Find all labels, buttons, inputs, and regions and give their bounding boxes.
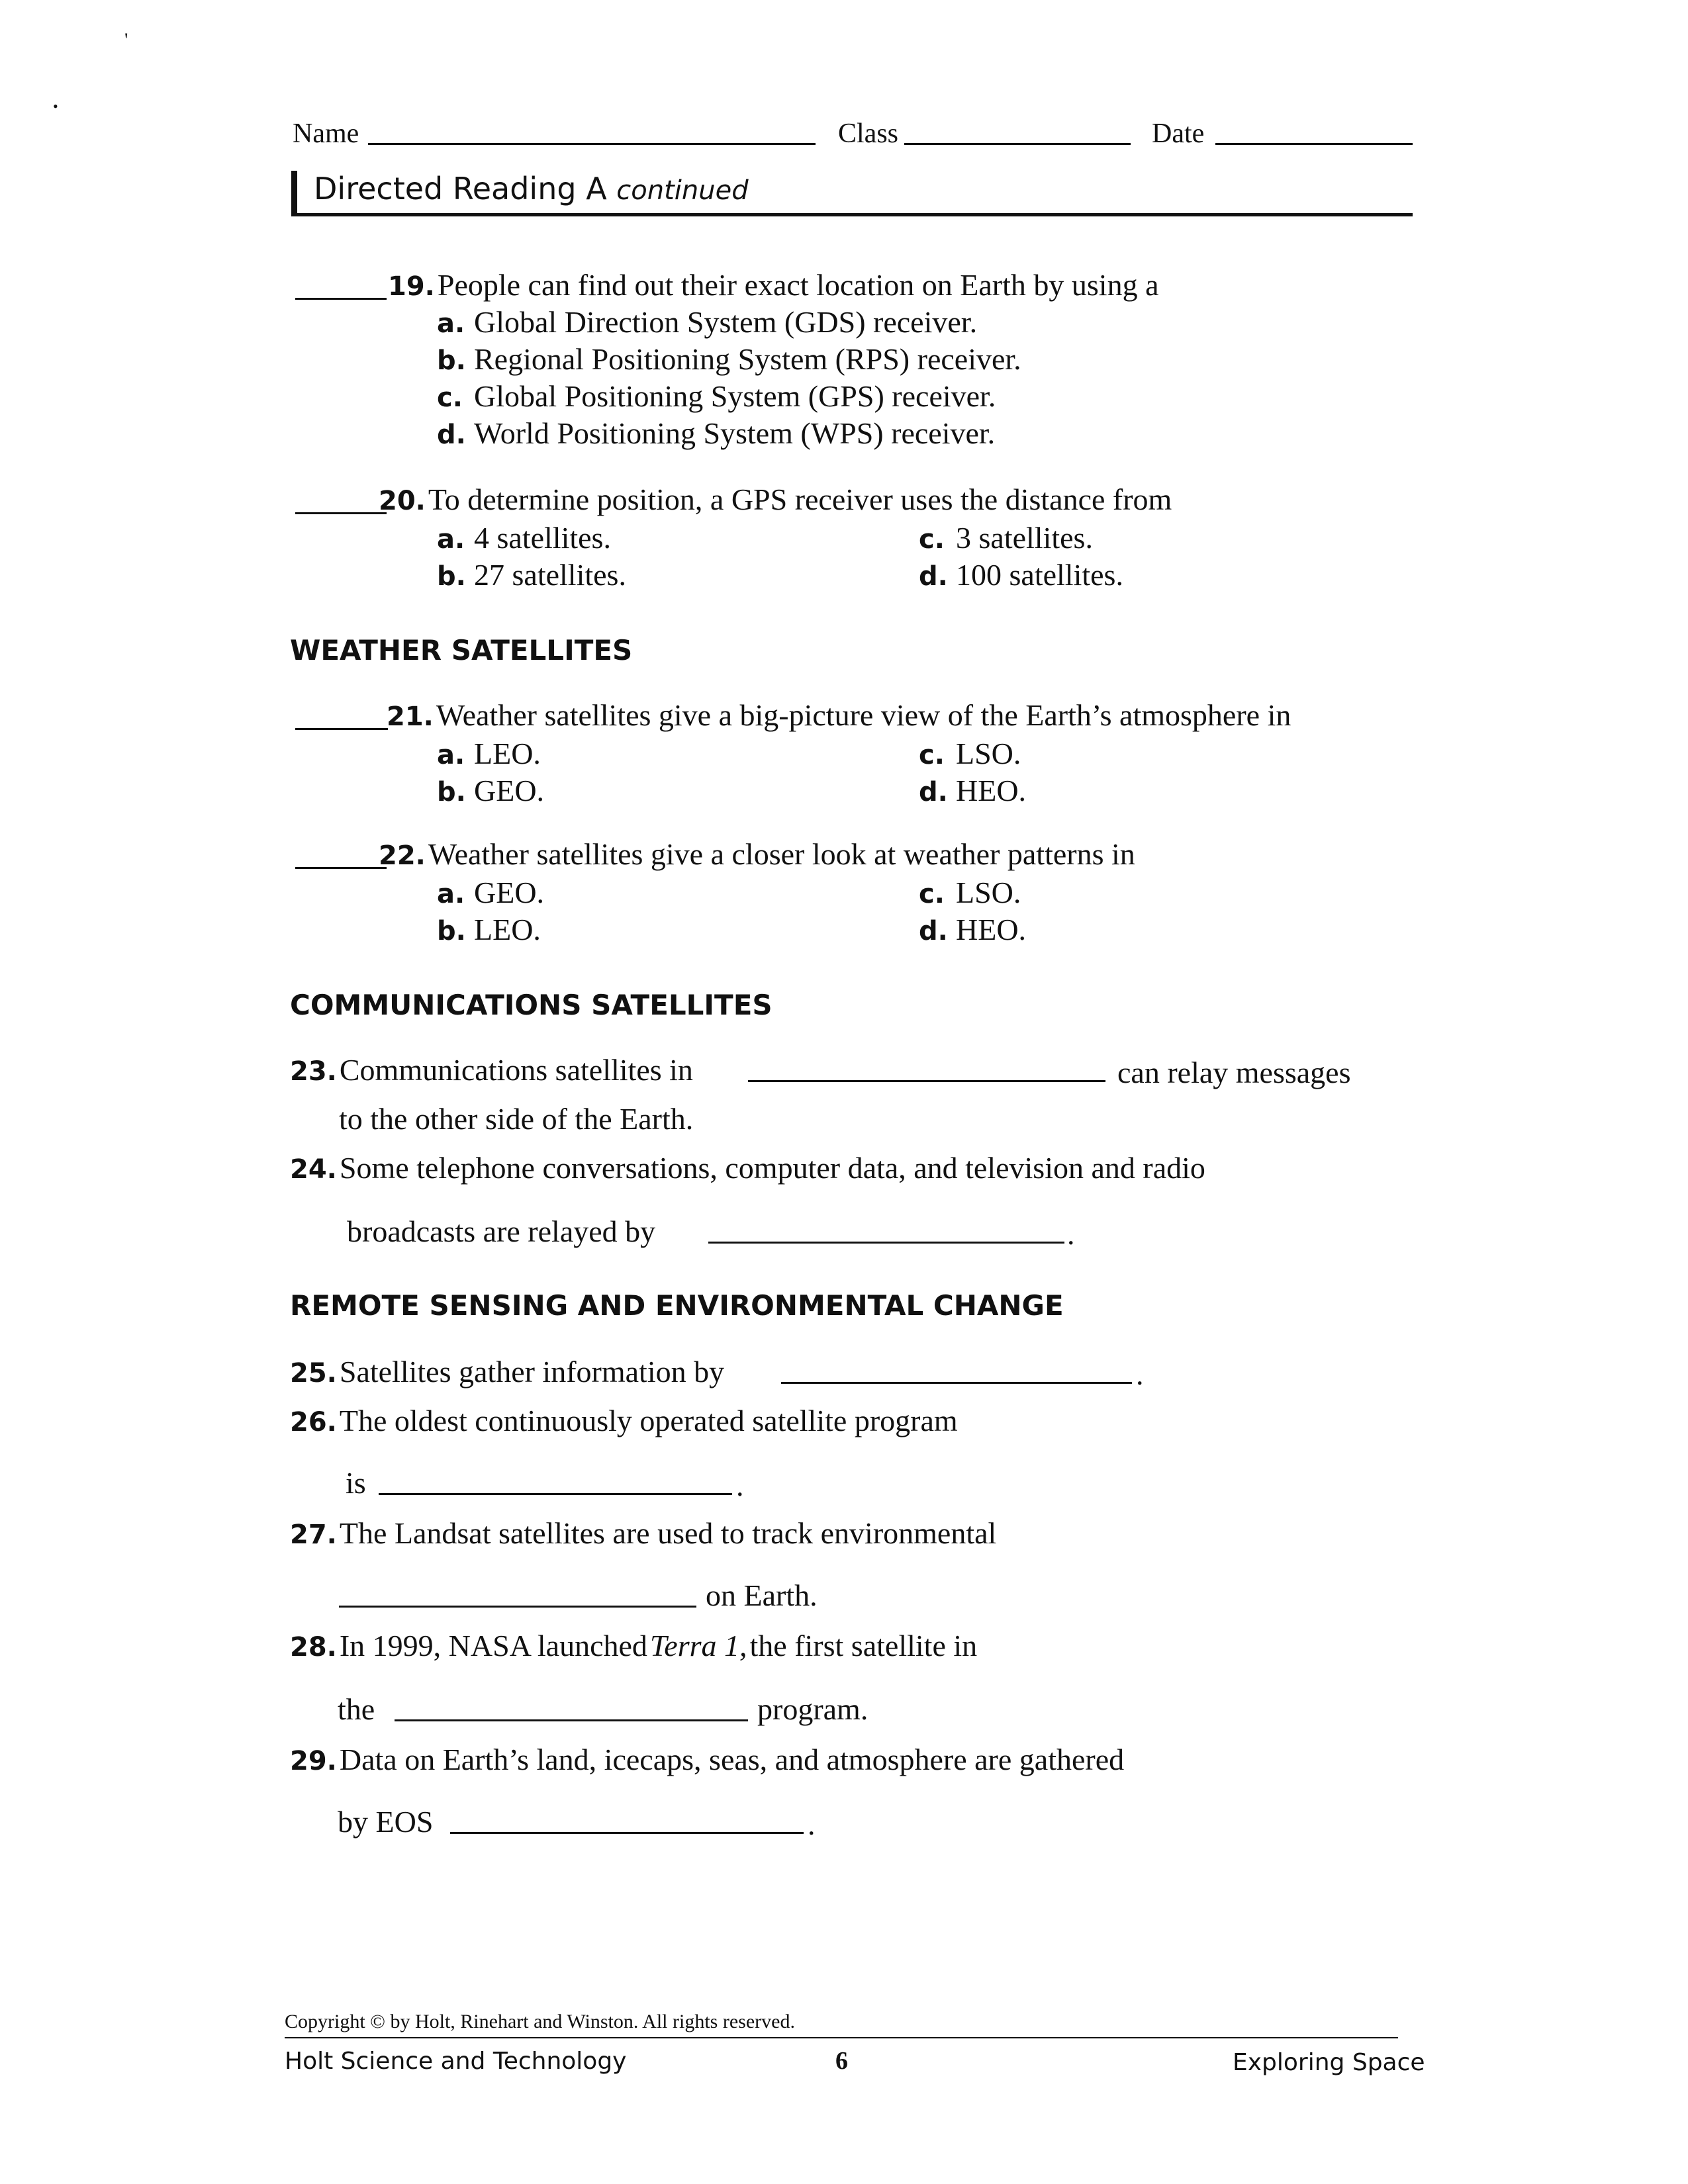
option-text: LSO.: [956, 876, 1021, 909]
option-letter: c.: [919, 879, 945, 909]
question-number: 28.: [290, 1632, 337, 1662]
answer-blank-22[interactable]: [295, 867, 387, 869]
question-text-cont: can relay messages: [1117, 1056, 1351, 1089]
question-20: [379, 482, 1172, 517]
option-text: Global Direction System (GDS) receiver.: [474, 305, 978, 339]
option-text: 27 satellites.: [474, 558, 626, 592]
question-number: 20.: [379, 486, 426, 516]
option-19d[interactable]: [437, 416, 995, 451]
option-letter: d.: [437, 420, 466, 450]
answer-blank-28[interactable]: [395, 1719, 748, 1721]
answer-blank-29[interactable]: [450, 1832, 804, 1834]
section-heading-weather: WEATHER SATELLITES: [290, 634, 633, 666]
question-26: [290, 1403, 958, 1438]
option-21a[interactable]: [437, 736, 541, 771]
option-letter: d.: [919, 777, 948, 807]
question-text: In 1999, NASA launched: [339, 1629, 647, 1662]
question-stem: People can find out their exact location on Earth by using a: [437, 268, 1159, 302]
question-29: [290, 1742, 1124, 1777]
satellite-name: Terra 1,: [649, 1629, 747, 1662]
question-text: The oldest continuously operated satellite program: [339, 1404, 958, 1437]
question-text-cont: is: [346, 1466, 366, 1500]
question-24: [290, 1150, 1205, 1185]
option-20d[interactable]: [919, 557, 1123, 592]
option-text: Global Positioning System (GPS) receiver.: [474, 379, 996, 413]
option-letter: b.: [437, 561, 466, 592]
question-23: [290, 1052, 693, 1087]
option-letter: c.: [919, 740, 945, 770]
option-20c[interactable]: [919, 520, 1093, 555]
name-field[interactable]: [368, 143, 816, 145]
question-number: 24.: [290, 1154, 337, 1185]
option-text: GEO.: [474, 774, 545, 807]
question-19: [388, 267, 1158, 302]
question-text-cont: on Earth.: [706, 1578, 818, 1612]
option-text: HEO.: [956, 913, 1027, 946]
question-22: [379, 837, 1135, 872]
answer-blank-23[interactable]: [748, 1080, 1105, 1082]
question-text-cont: the: [338, 1692, 375, 1726]
sentence-end: .: [736, 1469, 744, 1502]
question-text-cont: program.: [757, 1692, 868, 1726]
option-letter: d.: [919, 561, 948, 592]
question-21: [387, 698, 1291, 733]
title-bar: [291, 171, 297, 216]
option-letter: c.: [437, 383, 463, 413]
question-text: Communications satellites in: [339, 1053, 693, 1087]
question-number: 25.: [290, 1358, 337, 1388]
option-letter: a.: [437, 308, 465, 339]
option-letter: b.: [437, 345, 466, 376]
question-number: 26.: [290, 1407, 337, 1437]
option-21d[interactable]: [919, 773, 1026, 808]
option-22b[interactable]: [437, 912, 541, 947]
page-number: 6: [835, 2047, 848, 2075]
question-number: 23.: [290, 1056, 337, 1087]
option-letter: b.: [437, 916, 466, 946]
option-letter: a.: [437, 879, 465, 909]
sentence-end: .: [808, 1807, 816, 1841]
question-stem: To determine position, a GPS receiver uses the distance from: [428, 482, 1172, 516]
answer-blank-24[interactable]: [708, 1242, 1064, 1244]
option-21b[interactable]: [437, 773, 544, 808]
option-letter: a.: [437, 740, 465, 770]
title-main: Directed Reading A: [314, 171, 607, 206]
question-number: 21.: [387, 702, 434, 732]
answer-blank-27[interactable]: [339, 1606, 696, 1608]
option-19b[interactable]: [437, 341, 1021, 377]
option-21c[interactable]: [919, 736, 1021, 771]
question-28: [290, 1628, 977, 1663]
footer-rule: [285, 2037, 1398, 2038]
question-27: [290, 1516, 996, 1551]
question-number: 27.: [290, 1520, 337, 1550]
class-field[interactable]: [904, 143, 1131, 145]
scan-dot: •: [53, 98, 58, 114]
option-letter: a.: [437, 524, 465, 555]
scan-mark: ': [124, 29, 128, 51]
option-19a[interactable]: [437, 304, 977, 340]
option-text: LSO.: [956, 737, 1021, 770]
option-19c[interactable]: [437, 379, 996, 414]
answer-blank-21[interactable]: [295, 728, 388, 730]
option-20b[interactable]: [437, 557, 626, 592]
question-text-cont: the first satellite in: [749, 1629, 978, 1662]
question-stem: Weather satellites give a closer look at weather patterns in: [428, 837, 1135, 871]
option-letter: d.: [919, 916, 948, 946]
option-text: World Positioning System (WPS) receiver.: [474, 416, 996, 450]
option-text: 100 satellites.: [956, 558, 1123, 592]
option-text: HEO.: [956, 774, 1027, 807]
option-22a[interactable]: [437, 875, 544, 910]
question-text: Satellites gather information by: [339, 1355, 725, 1388]
option-20a[interactable]: [437, 520, 611, 555]
section-heading-communications: COMMUNICATIONS SATELLITES: [290, 989, 773, 1021]
question-text-cont: broadcasts are relayed by: [347, 1214, 656, 1248]
option-text: GEO.: [474, 876, 545, 909]
option-text: LEO.: [474, 737, 541, 770]
question-number: 22.: [379, 841, 426, 871]
footer-chapter: Exploring Space: [1233, 2049, 1425, 2076]
class-label: Class: [838, 118, 899, 149]
option-text: LEO.: [474, 913, 541, 946]
question-25: [290, 1354, 724, 1389]
question-text-cont: by EOS: [338, 1805, 434, 1839]
option-letter: b.: [437, 777, 466, 807]
footer-publisher: Holt Science and Technology: [285, 2048, 627, 2075]
page-title: [314, 171, 749, 206]
date-label: Date: [1152, 118, 1205, 149]
answer-blank-26[interactable]: [379, 1493, 732, 1495]
title-suffix: continued: [616, 175, 749, 206]
option-text: 3 satellites.: [956, 521, 1093, 555]
title-rule: [291, 213, 1413, 216]
answer-blank-25[interactable]: [781, 1382, 1132, 1384]
option-22c[interactable]: [919, 875, 1021, 910]
question-text: The Landsat satellites are used to track environmental: [339, 1516, 997, 1550]
question-stem: Weather satellites give a big-picture view of the Earth’s atmosphere in: [436, 698, 1291, 732]
question-text: Some telephone conversations, computer data, and television and radio: [339, 1151, 1205, 1185]
section-heading-remote-sensing: REMOTE SENSING AND ENVIRONMENTAL CHANGE: [290, 1289, 1064, 1322]
name-label: Name: [293, 118, 359, 149]
sentence-end: .: [1067, 1217, 1075, 1251]
option-letter: c.: [919, 524, 945, 555]
question-number: 19.: [388, 271, 435, 302]
option-22d[interactable]: [919, 912, 1026, 947]
date-field[interactable]: [1215, 143, 1413, 145]
question-number: 29.: [290, 1746, 337, 1776]
answer-blank-19[interactable]: [295, 298, 387, 300]
option-text: 4 satellites.: [474, 521, 611, 555]
question-text: Data on Earth’s land, icecaps, seas, and atmosphere are gathered: [339, 1743, 1125, 1776]
copyright-notice: Copyright © by Holt, Rinehart and Winston. All rights reserved.: [285, 2011, 795, 2032]
sentence-end: .: [1136, 1357, 1144, 1391]
option-text: Regional Positioning System (RPS) receiver.: [474, 342, 1021, 376]
question-text-cont: to the other side of the Earth.: [339, 1102, 694, 1136]
answer-blank-20[interactable]: [295, 512, 387, 514]
